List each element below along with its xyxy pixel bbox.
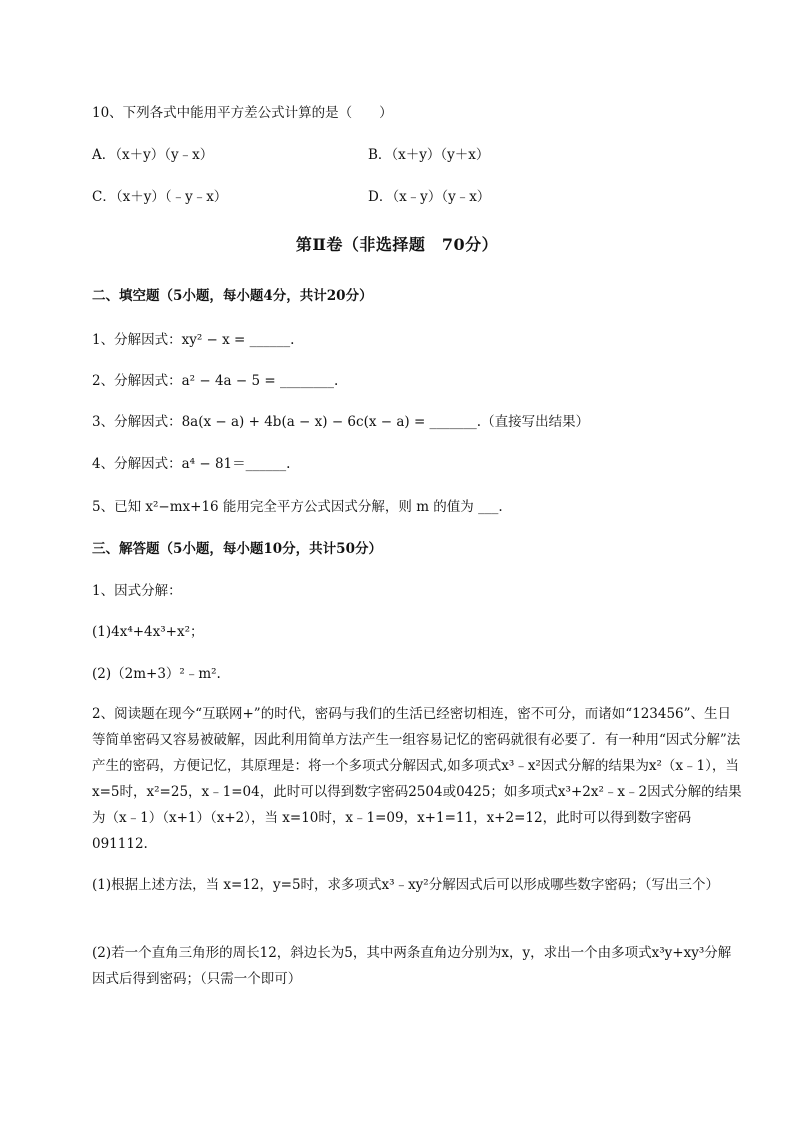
solve-q2-part1: (1)根据上述方法，当 x=12，y=5时，求多项式x³﹣xy²分解因式后可以形成哪些数字密码；（写出三个） bbox=[92, 877, 719, 893]
q10-option-a: A．（x＋y）（y﹣x） bbox=[92, 147, 214, 163]
fill-q4: 4、分解因式：a⁴ − 81＝______. bbox=[92, 456, 291, 472]
q10-option-c: C．（x＋y）（﹣y﹣x） bbox=[92, 189, 228, 205]
solve-q1-stem: 1、因式分解： bbox=[92, 583, 182, 599]
solve-q2-part2: (2)若一个直角三角形的周长12，斜边长为5，其中两条直角边分别为x，y，求出一个由多项式x³y+xy³分解因式后得到密码；（只需一个即可） bbox=[92, 945, 732, 987]
solve-q1-part1: (1)4x⁴+4x³+x²； bbox=[92, 624, 204, 640]
fill-q2: 2、分解因式：a² − 4a − 5 = ________. bbox=[92, 373, 339, 389]
fill-q5: 5、已知 x²−mx+16 能用完全平方公式因式分解，则 m 的值为 ___. bbox=[92, 499, 503, 515]
q10-option-d: D．（x﹣y）（y﹣x） bbox=[368, 189, 491, 205]
solve-q1-part2: (2)（2m+3）²﹣m². bbox=[92, 666, 221, 682]
solve-q2-intro: 2、阅读题在现今“互联网+”的时代，密码与我们的生活已经密切相连，密不可分，而诸如“123456”、生日等简单密码又容易被破解，因此利用简单方法产生一组容易记忆的密码就很有必要了．有一种用“因式分解”法产生的密码，方便记忆，其原理是：将一个多项式分解因式,如多项式x³﹣x²因式分解的结果为x²（x﹣1），当 x=5时，x²=25，x﹣1=04，此时可以得到数字密码2504或0425；如多项式x³+2x²﹣x﹣2因式分解的结果为（x﹣1）（x+1）（x+2），当 x=10时，x﹣1=09，x+1=11，x+2=12，此时可以得到数字密码091112. bbox=[92, 706, 742, 852]
q10-option-b: B．（x＋y）（y＋x） bbox=[368, 147, 490, 163]
solve-section-header: 三、解答题（5小题，每小题10分，共计50分） bbox=[92, 541, 382, 557]
part-2-title: 第Ⅱ卷（非选择题 70分） bbox=[295, 235, 499, 254]
fill-section-header: 二、填空题（5小题，每小题4分，共计20分） bbox=[92, 288, 373, 304]
q10-stem: 10、下列各式中能用平方差公式计算的是（ ） bbox=[92, 105, 393, 121]
fill-q3: 3、分解因式：8a(x − a) + 4b(a − x) − 6c(x − a) = _______.（直接写出结果） bbox=[92, 414, 590, 430]
fill-q1: 1、分解因式：xy² − x = ______. bbox=[92, 332, 295, 348]
